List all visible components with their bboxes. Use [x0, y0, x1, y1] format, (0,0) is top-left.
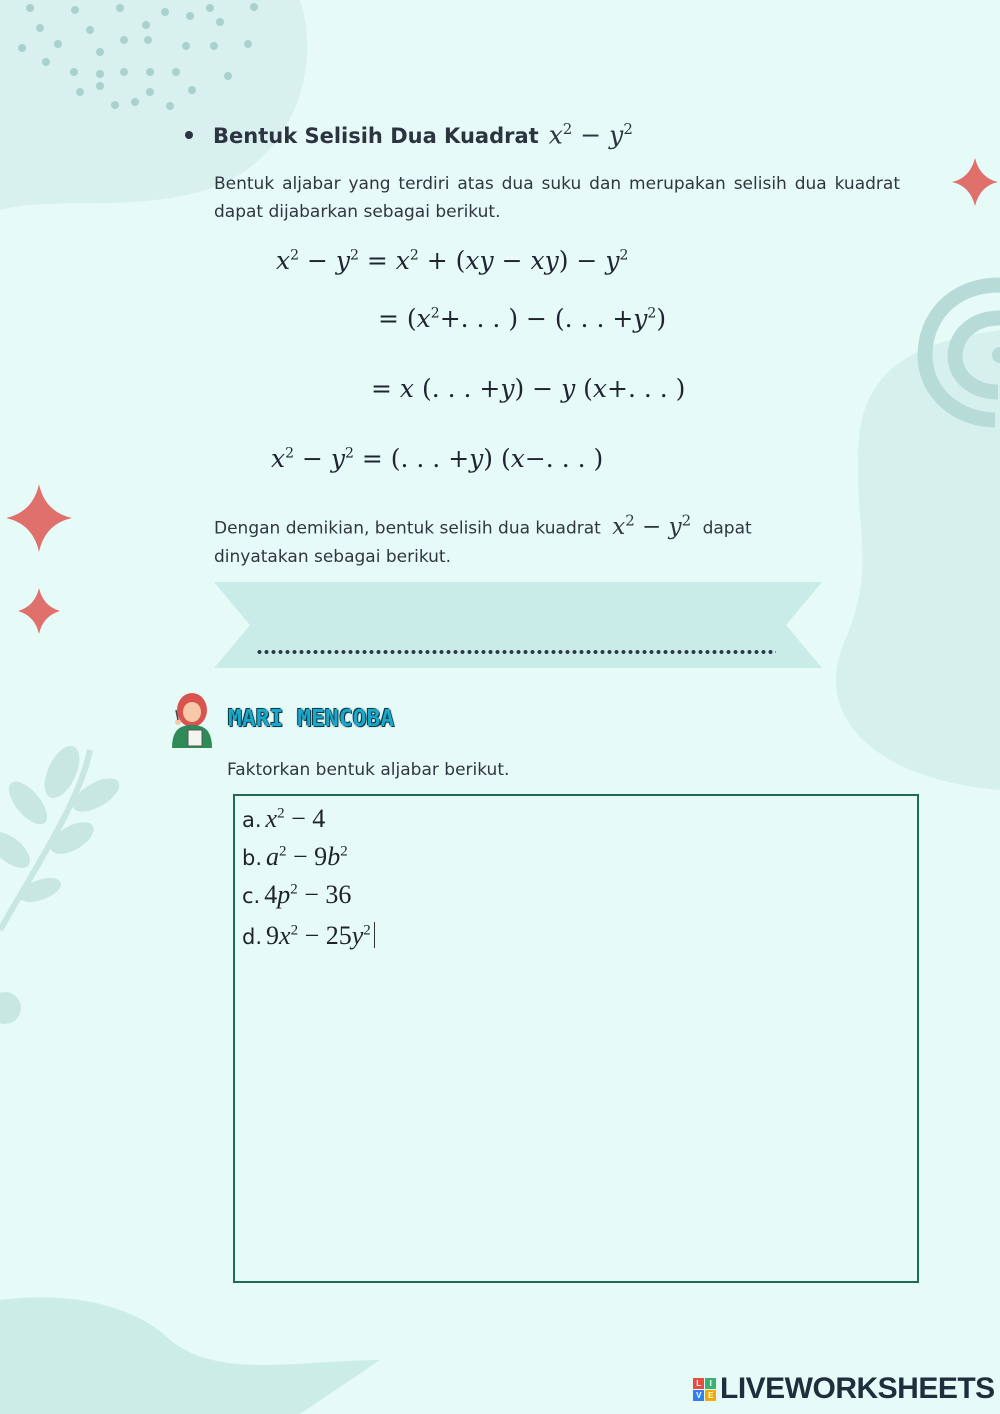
section-heading: [185, 120, 633, 149]
list-item: [242, 918, 375, 956]
girl-avatar-icon: [166, 690, 218, 748]
item-expression: $4p^2 - 36$: [264, 880, 352, 909]
list-item: [242, 842, 375, 880]
bullet-icon: [185, 131, 193, 139]
exercise-instruction: Faktorkan bentuk aljabar berikut.: [227, 760, 510, 780]
sparkle-icon: [952, 158, 998, 206]
item-label: a.: [242, 808, 262, 832]
conclusion-text: Dengan demikian, bentuk selisih dua kuadrat: [214, 518, 601, 539]
equation-line-1: $x^2 - y^2 = x^2 + (xy - xy) - y^2$: [276, 246, 629, 275]
text-caret: [374, 922, 375, 948]
equation-line-4: $x^2 - y^2$ = (. . . +y) (x−. . . ): [271, 444, 604, 473]
sparkle-icon: [18, 588, 60, 634]
item-expression: $x^2 - 4$: [265, 804, 326, 833]
conclusion-text-after: dapat: [702, 518, 752, 539]
list-item: [242, 804, 375, 842]
list-item: [242, 880, 375, 918]
sparkle-icon: [6, 484, 72, 552]
answer-textarea[interactable]: [233, 794, 919, 1283]
liveworksheets-brand[interactable]: [693, 1372, 995, 1406]
ribbon-answer-blank[interactable]: [256, 648, 776, 656]
section-title: Bentuk Selisih Dua Kuadrat: [213, 124, 539, 149]
item-label: b.: [242, 846, 263, 870]
conclusion-paragraph: [214, 506, 900, 571]
item-label: c.: [242, 884, 261, 908]
equation-line-2: = ($x^2+$. . . ) − (. . . $+y^2$): [378, 304, 667, 333]
equation-line-3: = x (. . . +y) − y (x+. . . ): [371, 374, 686, 403]
leaf-decoration: [0, 741, 125, 1024]
intro-paragraph: Bentuk aljabar yang terdiri atas dua suku dan merupakan selisih dua kuadrat dapat dijabarkan sebagai berikut.: [214, 174, 900, 222]
conclusion-line-2: dinyatakan sebagai berikut.: [214, 546, 451, 567]
conclusion-math: $x^2 - y^2$: [612, 511, 692, 540]
liveworksheets-logo-icon: L I V E: [693, 1378, 716, 1401]
mari-mencoba-title: MARI MENCOBA: [228, 706, 395, 732]
item-expression: $9x^2 - 25y^2$: [266, 921, 371, 950]
item-expression: $a^2 - 9b^2$: [266, 842, 348, 871]
section-title-math: $x^2 - y^2$: [548, 120, 633, 150]
brand-name: LIVEWORKSHEETS: [720, 1372, 995, 1405]
exercise-list: [242, 804, 375, 956]
item-label: d.: [242, 925, 263, 949]
